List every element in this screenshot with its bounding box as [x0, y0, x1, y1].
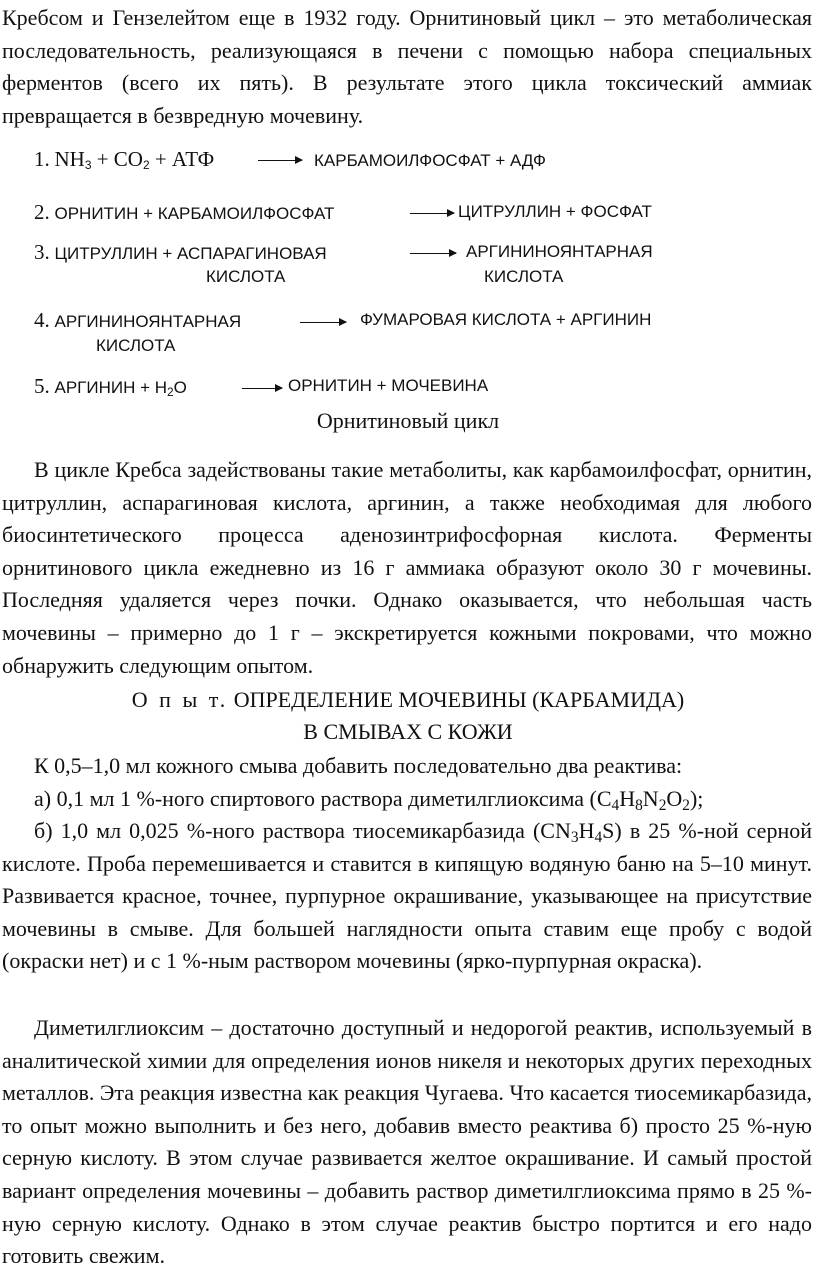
reaction-1-number: 1. — [34, 147, 50, 171]
experiment-step-intro: К 0,5–1,0 мл кожного смыва добавить последовательно два реактива: — [34, 753, 683, 778]
step-a-o: O — [666, 786, 683, 811]
reaction-2-left — [34, 201, 334, 225]
step-a-n: N — [642, 786, 659, 811]
reaction-1-co: + CO — [91, 147, 143, 171]
step-b-text: б) 1,0 мл 0,025 %-ного раствора тиосемикарбазида (CN — [34, 818, 571, 843]
experiment-label: О п ы т. — [131, 687, 229, 712]
step-a-sub: 2 — [682, 796, 690, 814]
reaction-1-nh: NH — [54, 147, 85, 171]
reaction-1-atf: + АТФ — [149, 147, 215, 171]
step-b-h: H — [578, 818, 595, 843]
step-a-h: H — [619, 786, 636, 811]
reaction-5-arginine: АРГИНИН + H — [54, 378, 168, 397]
reaction-3-reactants: ЦИТРУЛЛИН + АСПАРАГИНОВАЯ — [54, 244, 327, 263]
reaction-4-left — [34, 309, 241, 333]
step-b-rest: S) в 25 %-ной серной кислоте. Проба перемешивается и ставится в кипящую водяную баню на 5–10 минут. Развивается красное, точнее, пурпурное окрашивание, указывающее на присутствие мочевины в смыве. Для большей наглядности опыта ставим еще пробу с водой (окраски нет) и с 1 %-ным раствором мочевины (ярко-пурпурная окраска). — [2, 818, 812, 974]
reaction-3-right-line2: КИСЛОТА — [484, 267, 564, 286]
intro-paragraph: Кребсом и Гензелейтом еще в 1932 году. Орнитиновый цикл – это метаболическая последовательность, реализующаяся в печени с помощью набора специальных ферментов (всего их пять). В результате этого цикла токсический аммиак превращается в безвредную мочевину. — [2, 5, 812, 128]
experiment-title: ОПРЕДЕЛЕНИЕ МОЧЕВИНЫ (КАРБАМИДА) — [233, 687, 685, 712]
reaction-2-right: ЦИТРУЛЛИН + ФОСФАТ — [458, 202, 652, 221]
step-a-end: ); — [689, 786, 704, 811]
paragraph-dimethylglyoxime: Диметилглиоксим – достаточно доступный и недорогой реактив, используемый в аналитической химии для определения ионов никеля и некоторых других переходных металлов. Эта реакция известна как реакция Чугаева. Что касается тиосемикарбазида, то опыт можно выполнить и без него, добавив вместо реактива б) просто 25 %-ную серную кислоту. В этом случае развивается желтое окрашивание. И самый простой вариант определения мочевины – добавить раствор диметилглиоксима прямо в 25 %-ную серную кислоту. Однако в этом случае реактив быстро портится и его надо готовить свежим. — [2, 1015, 812, 1269]
reaction-3-arrow-icon — [410, 253, 456, 254]
step-a-sub: 4 — [611, 796, 620, 814]
reaction-3-right: АРГИНИНОЯНТАРНАЯ — [466, 242, 653, 261]
experiment-step-b — [2, 815, 812, 978]
scheme-caption: Орнитиновый цикл — [316, 408, 500, 433]
reaction-5-left — [34, 375, 187, 399]
reaction-3-number: 3. — [34, 240, 50, 264]
reaction-4-right: ФУМАРОВАЯ КИСЛОТА + АРГИНИН — [360, 310, 652, 329]
reaction-1-sub-3: 3 — [84, 157, 92, 172]
reaction-5-arrow-icon — [242, 388, 282, 389]
reaction-1-left — [34, 148, 214, 172]
step-b-sub: 4 — [594, 828, 603, 846]
experiment-step-a — [2, 783, 812, 816]
reaction-1-arrow-icon — [258, 160, 302, 161]
reaction-5-o: O — [173, 378, 187, 397]
reaction-5-right: ОРНИТИН + МОЧЕВИНА — [288, 376, 489, 395]
step-b-sub: 3 — [570, 828, 579, 846]
reaction-4-number: 4. — [34, 308, 50, 332]
reaction-5-sub-2: 2 — [167, 384, 174, 399]
reaction-3-left-line2: КИСЛОТА — [206, 267, 286, 286]
reaction-2-number: 2. — [34, 200, 50, 224]
reaction-2-arrow-icon — [410, 213, 454, 214]
reaction-2-reactants: ОРНИТИН + КАРБАМОИЛФОСФАТ — [54, 204, 335, 223]
reaction-1-right: КАРБАМОИЛФОСФАТ + АДФ — [314, 151, 546, 170]
reaction-4-arrow-icon — [300, 322, 346, 323]
experiment-title-line2: В СМЫВАХ С КОЖИ — [303, 719, 513, 744]
reaction-1-sub-2: 2 — [142, 157, 150, 172]
reaction-5-number: 5. — [34, 374, 50, 398]
step-a-text: а) 0,1 мл 1 %-ного спиртового раствора диметилглиоксима (C — [34, 786, 612, 811]
reaction-4-left-line2: КИСЛОТА — [96, 336, 176, 355]
step-a-sub: 8 — [635, 796, 643, 814]
paragraph-metabolites: В цикле Кребса задействованы такие метаболиты, как карбамоилфосфат, орнитин, цитруллин, аспарагиновая кислота, аргинин, а также необходимая для любого биосинтетического процесса аденозинтрифосфорная кислота. Ферменты орнитинового цикла ежедневно из 16 г аммиака образуют около 30 г мочевины. Последняя удаляется через почки. Однако оказывается, что небольшая часть мочевины – примерно до 1 г – экскретируется кожными покровами, что можно обнаружить следующим опытом. — [2, 457, 812, 678]
step-a-sub: 2 — [658, 796, 667, 814]
experiment-title-line1 — [0, 684, 816, 716]
reaction-3-left — [34, 241, 327, 265]
reaction-4-reactants: АРГИНИНОЯНТАРНАЯ — [54, 312, 242, 331]
